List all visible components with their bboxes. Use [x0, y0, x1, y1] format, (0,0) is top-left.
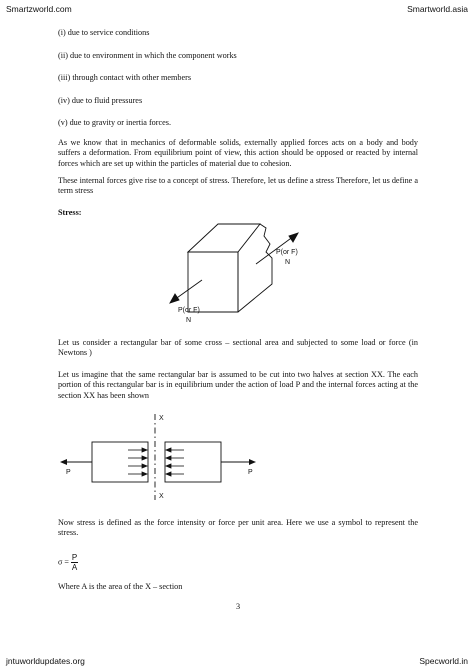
stress-formula [58, 553, 78, 572]
stress-block-figure [160, 214, 320, 324]
list-item: (ii) due to environment in which the component works [58, 51, 237, 60]
paragraph-internal-forces: These internal forces give rise to a concept of stress. Therefore, let us define a stress Therefore, let us define a term stress [58, 176, 418, 196]
force-label-bottom: P(or F) [178, 307, 200, 314]
list-item: (iv) due to fluid pressures [58, 96, 143, 105]
list-item: (i) due to service conditions [58, 28, 150, 37]
load-label-left: P [66, 469, 71, 476]
list-item: (v) due to gravity or inertia forces. [58, 118, 171, 127]
force-unit-bottom: N [186, 317, 192, 324]
section-label-bottom: X [159, 493, 164, 500]
force-unit-top: N [285, 259, 291, 266]
formula-denominator: A [71, 563, 78, 572]
right-bar-half [165, 442, 221, 482]
list-item: (iii) through contact with other members [58, 73, 192, 82]
footer-right-site: Specworld.in [419, 656, 468, 666]
formula-numerator: P [71, 553, 78, 562]
header-right-site: Smartworld.asia [407, 4, 468, 14]
right-force-arrowhead [249, 459, 256, 465]
load-label-right: P [248, 469, 253, 476]
header-left-site: Smartzworld.com [6, 4, 72, 14]
footer-left-site: jntuworldupdates.org [6, 656, 85, 666]
formula-fraction [71, 553, 78, 572]
block-top-face [188, 224, 260, 252]
section-label-top: X [159, 415, 164, 422]
paragraph-cut-section: Let us imagine that the same rectangular bar is assumed to be cut into two halves at section XX. The each portion of this rectangular bar is in equilibrium under the action of load P and the internal forces acting at the section XX has been shown [58, 370, 418, 400]
force-label-top: P(or F) [276, 249, 298, 256]
paragraph-area: Where A is the area of the X – section [58, 582, 183, 591]
left-force-arrowhead [60, 459, 67, 465]
paragraph-stress-definition: Now stress is defined as the force intensity or force per unit area. Here we use a symbol to represent the stress. [58, 518, 418, 538]
block-front-face [188, 252, 238, 312]
section-xx-figure [58, 408, 278, 510]
paragraph-deformation: As we know that in mechanics of deformable solids, externally applied forces acts on a body and body suffers a deformation. From equilibrium point of view, this action should be opposed or reacted by internal forces which are set up within the particles of material due to cohesion. [58, 138, 418, 168]
paragraph-rectangular-bar: Let us consider a rectangular bar of some cross – sectional area and subjected to some load or force (in Newtons ) [58, 338, 418, 358]
stress-heading: Stress: [58, 208, 82, 217]
formula-lhs: σ = [58, 557, 69, 567]
left-bar-half [92, 442, 148, 482]
page-number: 3 [235, 602, 241, 611]
